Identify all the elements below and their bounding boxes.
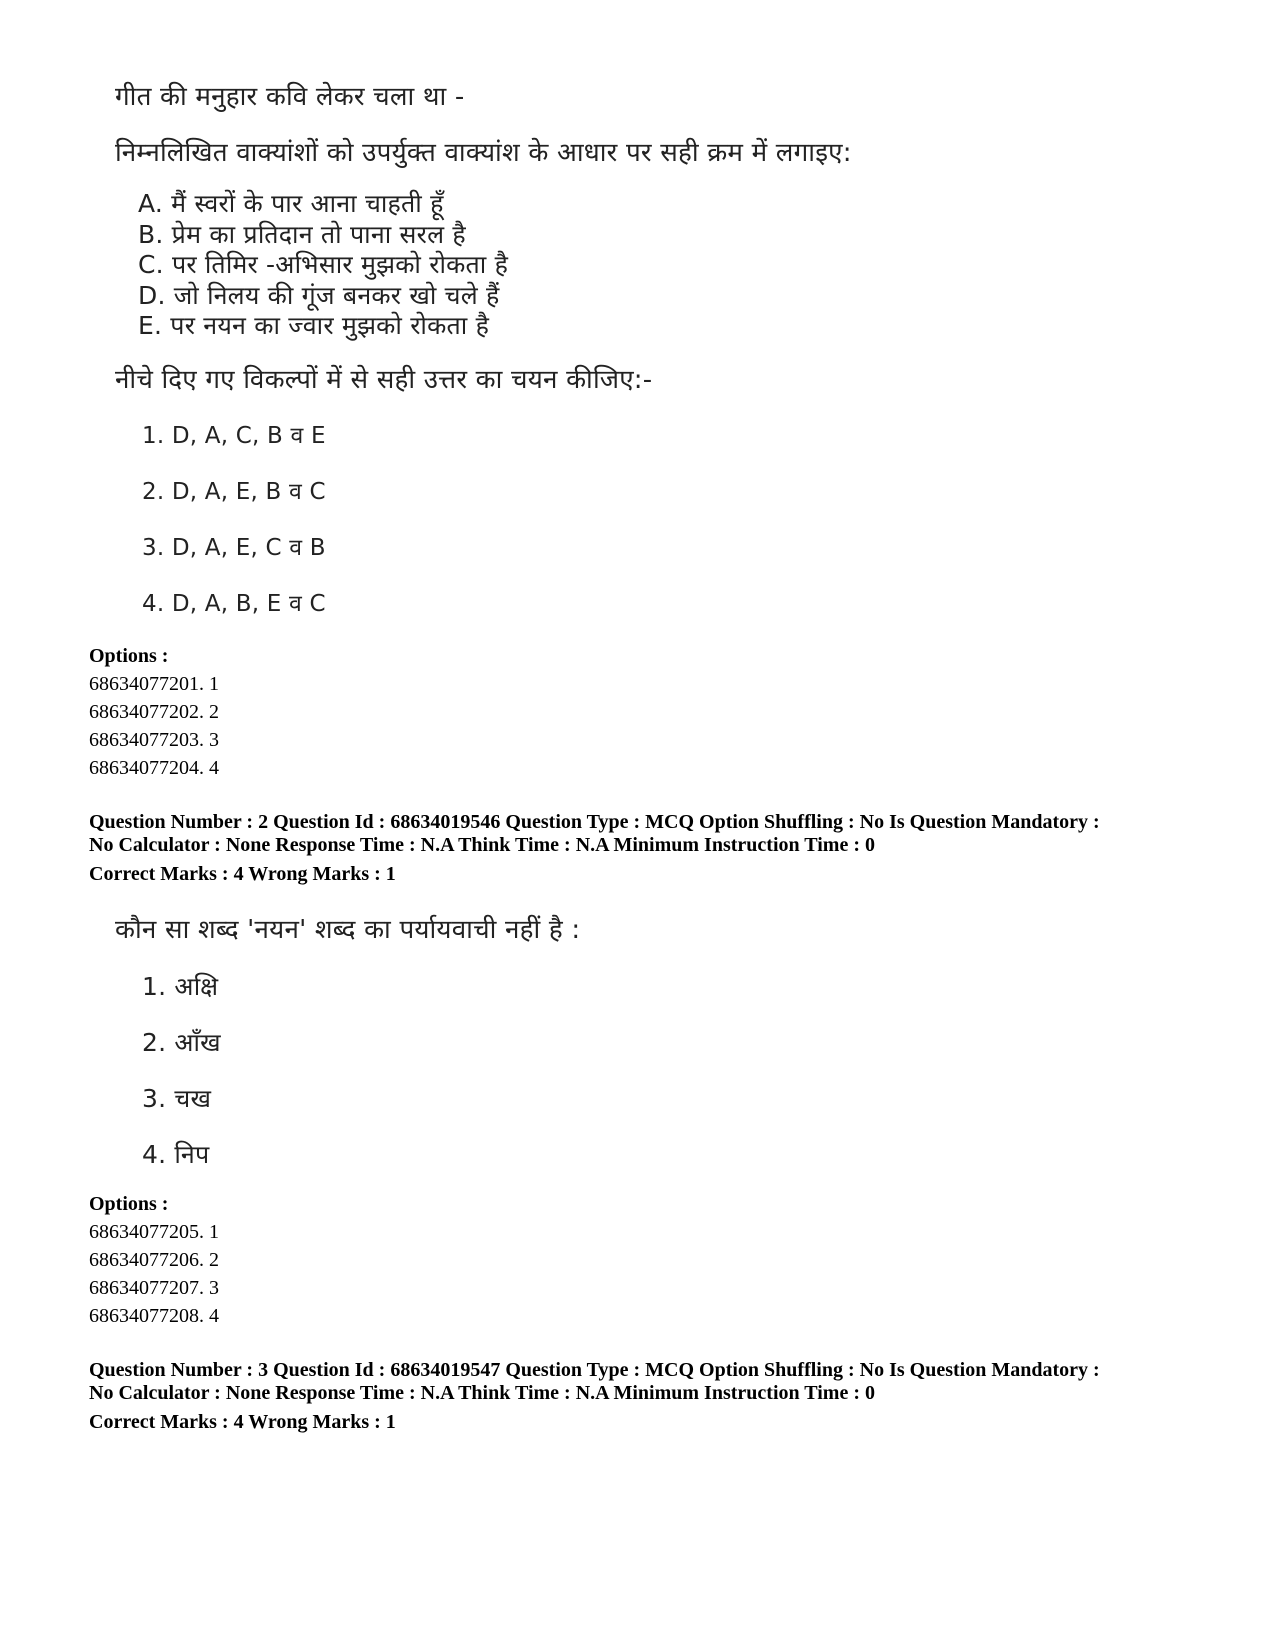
q1-answer-1: 1. D, A, C, B व E (142, 423, 326, 449)
q1-options-label: Options : (89, 645, 169, 667)
q1-stem-line1: गीत की मनुहार कवि लेकर चला था - (115, 82, 465, 112)
q1-statement-b: B. प्रेम का प्रतिदान तो पाना सरल है (138, 220, 466, 249)
q3-meta-line2: No Calculator : None Response Time : N.A Think Time : N.A Minimum Instruction Time : 0 (89, 1382, 875, 1404)
q1-answer-4: 4. D, A, B, E व C (142, 591, 326, 617)
q3-meta-line1: Question Number : 3 Question Id : 68634019547 Question Type : MCQ Option Shuffling : No Is Question Mandatory : (89, 1359, 1100, 1381)
q1-statement-a: A. मैं स्वरों के पार आना चाहती हूँ (138, 189, 444, 218)
q1-answer-2: 2. D, A, E, B व C (142, 479, 326, 505)
q2-option-1: 68634077205. 1 (89, 1221, 219, 1243)
q2-options-label: Options : (89, 1193, 169, 1215)
q1-answer-3: 3. D, A, E, C व B (142, 535, 326, 561)
q2-option-4: 68634077208. 4 (89, 1305, 219, 1327)
q1-stem-line2: निम्नलिखित वाक्यांशों को उपर्युक्त वाक्यांश के आधार पर सही क्रम में लगाइए: (115, 138, 852, 168)
q2-stem: कौन सा शब्द 'नयन' शब्द का पर्यायवाची नहीं है : (115, 915, 581, 945)
q1-option-1: 68634077201. 1 (89, 673, 219, 695)
q2-option-2: 68634077206. 2 (89, 1249, 219, 1271)
q1-statement-c: C. पर तिमिर -अभिसार मुझको रोकता है (138, 250, 509, 279)
q2-meta-line2: No Calculator : None Response Time : N.A Think Time : N.A Minimum Instruction Time : 0 (89, 834, 875, 856)
q1-choose-text: नीचे दिए गए विकल्पों में से सही उत्तर का चयन कीजिए:- (115, 365, 653, 395)
q1-option-4: 68634077204. 4 (89, 757, 219, 779)
q2-answer-2: 2. आँख (142, 1028, 221, 1057)
q1-option-3: 68634077203. 3 (89, 729, 219, 751)
q1-statement-e: E. पर नयन का ज्वार मुझको रोकता है (138, 311, 490, 340)
q1-statement-d: D. जो निलय की गूंज बनकर खो चले हैं (138, 281, 500, 310)
q2-meta-line1: Question Number : 2 Question Id : 68634019546 Question Type : MCQ Option Shuffling : No Is Question Mandatory : (89, 811, 1100, 833)
q2-marks: Correct Marks : 4 Wrong Marks : 1 (89, 863, 396, 885)
q1-option-2: 68634077202. 2 (89, 701, 219, 723)
q3-marks: Correct Marks : 4 Wrong Marks : 1 (89, 1411, 396, 1433)
q2-option-3: 68634077207. 3 (89, 1277, 219, 1299)
q2-answer-1: 1. अक्षि (142, 972, 219, 1001)
q2-answer-4: 4. निप (142, 1140, 210, 1169)
q2-answer-3: 3. चख (142, 1084, 212, 1113)
